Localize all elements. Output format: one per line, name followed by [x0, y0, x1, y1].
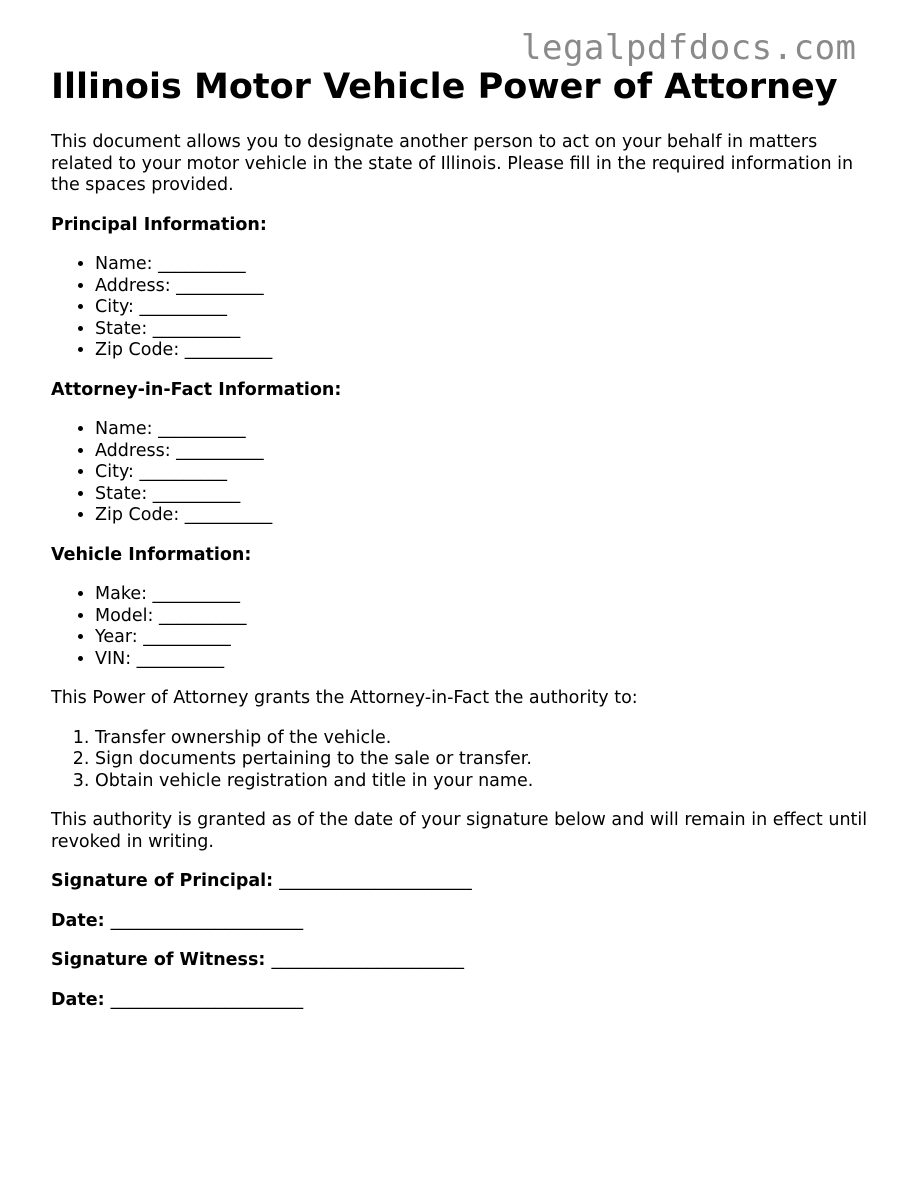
attorney-fields-list	[51, 419, 871, 527]
attorney-city-field: • City: __________	[95, 462, 871, 484]
vehicle-heading: Vehicle Information:	[51, 544, 252, 565]
principal-date-label: Date:	[51, 910, 105, 931]
duration-text: This authority is granted as of the date of your signature below and will remain in effect until revoked in writing.	[51, 810, 868, 852]
attorney-state-field: • State: __________	[95, 484, 871, 506]
grant-item: 1. Transfer ownership of the vehicle.	[95, 728, 871, 750]
principal-signature-label: Signature of Principal:	[51, 871, 274, 891]
witness-date-blank: ______________________	[110, 989, 304, 1010]
principal-state-field: • State: __________	[95, 319, 871, 341]
attorney-zip-field: • Zip Code: __________	[95, 505, 871, 527]
document-title: Illinois Motor Vehicle Power of Attorney	[51, 67, 838, 107]
grants-list	[51, 728, 871, 793]
witness-signature-blank: ______________________	[271, 950, 464, 970]
vehicle-model-field: • Model: __________	[95, 606, 871, 628]
principal-date-blank: ______________________	[110, 910, 304, 931]
witness-date-label: Date:	[51, 989, 105, 1010]
principal-fields-list	[51, 254, 871, 362]
attorney-name-field: • Name: __________	[95, 419, 871, 441]
principal-signature-line	[51, 871, 871, 893]
principal-city-field: • City: __________	[95, 297, 871, 319]
watermark: legalpdfdocs.com	[521, 28, 857, 68]
grant-item: 3. Obtain vehicle registration and title in your name.	[95, 771, 871, 793]
vehicle-vin-field: • VIN: __________	[95, 649, 871, 671]
vehicle-year-field: • Year: __________	[95, 627, 871, 649]
principal-signature-blank: ______________________	[279, 871, 472, 891]
vehicle-fields-list	[51, 584, 871, 670]
principal-name-field: • Name: __________	[95, 254, 871, 276]
document-page	[51, 64, 871, 1011]
principal-zip-field: • Zip Code: __________	[95, 340, 871, 362]
attorney-heading: Attorney-in-Fact Information:	[51, 379, 342, 400]
vehicle-make-field: • Make: __________	[95, 584, 871, 606]
grants-intro-text: This Power of Attorney grants the Attorney-in-Fact the authority to:	[51, 688, 638, 708]
witness-signature-label: Signature of Witness:	[51, 950, 266, 970]
principal-heading: Principal Information:	[51, 214, 267, 235]
witness-date-line	[51, 990, 871, 1012]
grant-item: 2. Sign documents pertaining to the sale or transfer.	[95, 749, 871, 771]
intro-text: This document allows you to designate another person to act on your behalf in matters related to your motor vehicle in the state of Illinois. Please fill in the required information in the spaces provided.	[51, 132, 854, 195]
attorney-address-field: • Address: __________	[95, 441, 871, 463]
witness-signature-line	[51, 950, 871, 972]
principal-date-line	[51, 911, 871, 933]
principal-address-field: • Address: __________	[95, 276, 871, 298]
